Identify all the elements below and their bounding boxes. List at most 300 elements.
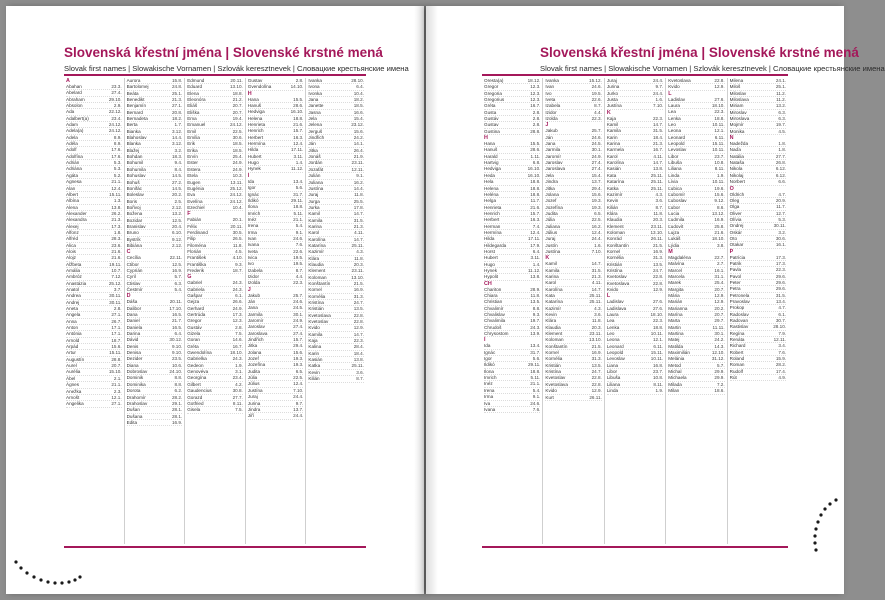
first-name: Justína: [606, 103, 622, 109]
first-name: Hela: [484, 179, 494, 185]
name-day-date: 13.4.: [293, 178, 304, 184]
name-day-date: 21.6.: [714, 229, 725, 235]
section-letter: K: [545, 255, 550, 262]
first-name: Daniel: [126, 318, 140, 324]
first-name: Gisela: [187, 407, 201, 413]
first-name: Koloman: [606, 229, 625, 235]
name-day-date: 1.4.: [295, 160, 304, 166]
name-day-date: 5.2.: [113, 172, 122, 178]
name-day-date: 20.7.: [232, 103, 243, 109]
first-name: Gregorius: [484, 97, 505, 103]
first-name: Hedviga: [247, 109, 265, 115]
name-day-date: 4.7.: [778, 305, 787, 311]
name-day-date: 3.6.: [655, 198, 664, 204]
first-name: Dáša: [126, 299, 138, 305]
first-name: Hubert: [247, 153, 262, 159]
first-name: Klaudia: [606, 217, 623, 223]
first-name: Gerhard: [187, 305, 205, 311]
name-day-date: 4.4.: [594, 109, 602, 115]
name-day-date: 19.5.: [293, 254, 304, 260]
first-name: Izolda: [247, 280, 261, 286]
first-name: Georgína: [187, 375, 207, 381]
first-name: Oleg: [729, 197, 740, 203]
name-day-date: 2.8.: [295, 78, 304, 83]
book-spine: [414, 6, 438, 594]
name-day-date: 5.7.: [174, 274, 183, 280]
name-day-date: 15.11.: [109, 350, 122, 356]
first-name: Anastázia: [66, 280, 87, 286]
name-day-date: 12.1.: [111, 394, 122, 400]
first-name: Judita: [247, 368, 261, 374]
name-day-date: 20.7.: [714, 312, 725, 318]
name-day-date: 16.8.: [653, 362, 664, 368]
name-day-date: 13.5.: [653, 261, 664, 267]
name-day-date: 13.8.: [353, 357, 364, 363]
first-name: Konštantín: [545, 343, 568, 349]
name-day-date: 24.12.: [230, 122, 243, 128]
name-day-date: 28.3.: [111, 236, 122, 242]
name-day-date: 22.8.: [591, 381, 602, 387]
name-day-date: 21.3.: [591, 273, 602, 279]
first-name: Bořivoj: [126, 204, 141, 210]
name-day-date: 16.9.: [653, 248, 664, 254]
name-day-date: 17.1.: [111, 331, 122, 337]
first-name: Chvalislav: [484, 312, 505, 318]
first-name: Kamil: [545, 261, 557, 267]
first-name: Herman: [484, 223, 501, 229]
first-name: Bohumila: [126, 166, 146, 172]
name-day-date: 1.6.: [655, 97, 664, 103]
name-day-date: 13.4.: [530, 343, 541, 349]
first-name: Benedikt: [126, 97, 145, 103]
name-day-date: 14.5.: [171, 185, 183, 191]
name-day-date: 27.4.: [293, 324, 304, 330]
name-day-date: 18.2.: [171, 116, 183, 122]
name-day-date: 3.6.: [594, 312, 602, 318]
name-day-date: 3.6.: [356, 369, 364, 375]
name-day-date: 15.11.: [712, 141, 725, 147]
name-day-date: 23.11.: [589, 331, 602, 337]
name-day-date: 3.4.: [778, 343, 787, 349]
first-name: Kornélia: [545, 356, 563, 362]
name-day-date: 13.5.: [591, 362, 602, 368]
name-day-date: 3.11.: [530, 255, 541, 261]
first-name: Gertrúda: [187, 312, 206, 318]
first-name: Norbert: [729, 179, 745, 185]
name-day-date: 17.3.: [232, 312, 243, 318]
name-day-date: 16.5.: [171, 312, 183, 318]
first-name: Koloman: [545, 337, 564, 343]
first-name: Miloslav: [729, 90, 747, 96]
name-day-date: 13.5.: [353, 306, 364, 312]
name-day-date: 13.4.: [775, 299, 787, 304]
name-day-date: 10.7.: [111, 267, 122, 273]
first-name: Henrieta: [484, 204, 502, 210]
name-day-date: 3.11.: [293, 153, 304, 159]
first-name: Adolfína: [66, 153, 83, 159]
first-name: Bernard: [126, 109, 143, 115]
first-name: Koloman: [308, 274, 327, 280]
name-entry: [668, 388, 724, 394]
name-day-date: 26.11.: [589, 394, 602, 400]
name-day-date: 8.4.: [174, 166, 183, 172]
first-name: Roland: [729, 356, 745, 362]
first-name: Jozefína: [247, 362, 266, 368]
name-day-date: 2.7.: [716, 261, 725, 267]
name-day-date: 23.11.: [650, 223, 664, 229]
name-day-date: 24.9.: [232, 160, 243, 166]
first-name: Hilda: [247, 147, 259, 153]
first-name: Kornélia: [606, 255, 624, 261]
name-day-date: 4.9.: [778, 375, 787, 381]
name-day-date: 27.4.: [591, 160, 602, 166]
name-day-date: 28.4.: [353, 344, 364, 350]
name-day-date: 21.2.: [232, 97, 243, 103]
name-day-date: 5.4.: [174, 287, 183, 292]
name-day-date: 16.9.: [171, 267, 183, 273]
name-day-date: 10.8.: [653, 375, 664, 381]
first-name: Kata: [606, 172, 617, 178]
first-name: Angelika: [66, 401, 84, 407]
name-day-date: 5.3.: [113, 160, 122, 166]
first-name: Justín: [545, 242, 558, 248]
name-day-date: 24.3.: [232, 356, 243, 362]
name-day-date: 23.6.: [111, 242, 122, 248]
decorative-dots: [760, 494, 840, 554]
name-day-date: 13.10.: [589, 337, 602, 343]
name-day-date: 9.4.: [174, 160, 183, 166]
name-day-date: 30.1.: [293, 311, 304, 317]
first-name: Herbert: [247, 134, 264, 140]
name-day-date: 24.10.: [169, 369, 183, 375]
first-name: Miroslav: [729, 109, 747, 115]
name-day-date: 22.3.: [653, 318, 664, 324]
first-name: Ján: [308, 141, 316, 147]
first-name: Klement: [606, 223, 624, 229]
name-day-date: 16.5.: [171, 324, 183, 330]
name-day-date: 15.7.: [530, 210, 541, 216]
name-day-date: 8.7.: [655, 204, 664, 210]
section-letter: CH: [484, 280, 492, 287]
first-name: Leo: [668, 122, 676, 128]
name-column: [125, 78, 186, 544]
first-name: Jerguš: [308, 128, 323, 134]
name-day-date: 18.6.: [714, 388, 725, 394]
first-name: Hypolit: [484, 274, 499, 280]
name-day-date: 17.11.: [290, 147, 304, 153]
name-day-date: 24.6.: [591, 84, 602, 90]
first-name: Maximilián: [668, 350, 690, 356]
name-day-date: 4.3.: [655, 191, 664, 197]
first-name: Gustáv: [187, 324, 202, 330]
name-day-date: 6.3.: [778, 109, 787, 115]
first-name: Pavol: [729, 273, 742, 279]
first-name: Janette: [308, 103, 324, 109]
name-day-date: 19.3.: [293, 356, 304, 362]
name-day-date: 27.1.: [171, 103, 183, 109]
name-day-date: 8.8.: [174, 375, 183, 381]
name-day-date: 30.1.: [591, 147, 602, 153]
name-day-date: 22.8.: [353, 319, 364, 325]
first-name: Leo: [606, 331, 615, 337]
first-name: Naďa: [729, 147, 741, 153]
name-day-date: 20.2.: [171, 192, 183, 198]
first-name: Ján: [247, 299, 256, 304]
first-name: Gréta: [187, 343, 199, 349]
first-name: Martina: [668, 331, 684, 337]
first-name: Cyril: [126, 274, 136, 280]
name-day-date: 2.8.: [532, 122, 541, 128]
first-name: Gizela: [187, 331, 201, 337]
first-name: Alžbeta: [66, 261, 82, 267]
first-name: Karina: [606, 141, 621, 147]
first-name: Lýdia: [668, 242, 680, 248]
name-day-date: 30.6.: [232, 135, 243, 141]
name-day-date: 3.12.: [171, 141, 183, 147]
name-day-date: 27.7.: [232, 394, 243, 400]
name-day-date: 25.7.: [591, 128, 602, 134]
name-entry: [66, 401, 122, 407]
first-name: Kaja: [606, 115, 617, 121]
first-name: Kamil: [308, 211, 320, 217]
section-letter: L: [668, 90, 672, 97]
first-name: Izidor: [247, 273, 260, 279]
first-name: Florián: [187, 248, 202, 254]
first-name: Alena: [66, 204, 78, 210]
first-name: Gašpar: [187, 293, 203, 298]
name-day-date: 18.12.: [527, 78, 541, 83]
first-name: Katarína: [308, 242, 326, 248]
name-day-date: 13.5.: [530, 299, 541, 305]
first-name: Nadežda: [729, 141, 749, 147]
first-name: Jozef: [545, 198, 557, 204]
first-name: Gabriela: [187, 286, 205, 292]
name-day-date: 13.7.: [591, 179, 602, 185]
first-name: Estera: [187, 166, 201, 172]
first-name: Eduard: [187, 84, 203, 90]
name-day-date: 19.3.: [293, 362, 304, 368]
first-name: Prokop: [729, 305, 745, 311]
name-day-date: 11.12.: [290, 166, 304, 172]
name-day-date: 2.8.: [532, 116, 541, 122]
first-name: Igor: [247, 185, 256, 191]
first-name: Ivo: [247, 261, 254, 267]
name-column: [482, 78, 543, 544]
name-day-date: 12.4.: [591, 229, 602, 235]
first-name: Lenka: [668, 115, 681, 121]
first-name: Anatol: [66, 287, 80, 292]
name-day-date: 21.1.: [111, 179, 122, 185]
name-day-date: 31.3.: [353, 293, 364, 299]
name-day-date: 25.1.: [775, 84, 787, 90]
first-name: Gréta: [484, 103, 496, 109]
first-name: Michaela: [668, 375, 687, 381]
first-name: Mojmír: [729, 122, 744, 128]
name-day-date: 29.6.: [775, 273, 787, 279]
name-day-date: 16.2.: [591, 223, 602, 229]
first-name: Juliana: [308, 179, 323, 185]
name-day-date: 18.8.: [232, 90, 243, 96]
name-day-date: 13.2.: [171, 211, 183, 217]
page-title: Slovenská křestní jména | Slovenské krstné mená: [64, 45, 383, 60]
name-day-date: 31.5.: [353, 217, 364, 223]
first-name: Ľubica: [668, 185, 682, 191]
name-day-date: 28.2.: [775, 362, 787, 368]
first-name: Igor: [484, 356, 492, 362]
first-name: Leopold: [606, 350, 624, 356]
first-name: Jaromír: [247, 318, 264, 324]
first-name: Ladislav: [606, 299, 624, 305]
section-letter: H: [247, 90, 252, 97]
name-day-date: 10.4.: [232, 204, 243, 210]
name-day-date: 21.3.: [111, 217, 122, 223]
name-day-date: 31.7.: [293, 191, 304, 197]
first-name: Izabela: [545, 103, 561, 109]
name-day-date: 6.6.: [778, 179, 787, 185]
name-day-date: 28.8.: [530, 128, 541, 134]
first-name: Abelard: [66, 90, 82, 96]
first-name: Jindřich: [308, 135, 325, 141]
first-name: Kasián: [606, 166, 621, 172]
first-name: Rút: [729, 375, 737, 381]
name-day-date: 26.7.: [111, 318, 122, 324]
first-name: Juraj: [308, 192, 319, 198]
name-day-date: 30.5.: [232, 229, 243, 235]
name-day-date: 16.7.: [530, 103, 541, 109]
name-day-date: 14.6.: [232, 337, 243, 343]
name-day-date: 6.12.: [775, 172, 787, 178]
first-name: Gusta: [484, 109, 497, 115]
name-day-date: 1.7.: [174, 122, 183, 128]
name-day-date: 6.8.: [532, 160, 541, 166]
name-day-date: 3.8.: [716, 242, 725, 248]
first-name: Henrieta: [247, 122, 266, 128]
first-name: Dušana: [126, 413, 143, 419]
first-name: Alojz: [66, 255, 76, 261]
name-day-date: 12.3.: [530, 90, 541, 96]
name-day-date: 21.6.: [293, 122, 304, 128]
name-day-date: 25.5.: [353, 198, 364, 204]
name-day-date: 7.5.: [235, 331, 243, 337]
first-name: Imrich: [247, 210, 261, 216]
name-day-date: 14.7.: [591, 261, 602, 267]
name-day-date: 21.5.: [353, 281, 364, 286]
first-name: Emanuel: [187, 122, 206, 128]
first-name: Karolína: [545, 286, 563, 292]
first-name: Ambróz: [66, 274, 82, 280]
first-name: Marián: [668, 299, 683, 305]
name-day-date: 30.12.: [169, 337, 183, 343]
name-day-date: 1.9.: [716, 172, 725, 178]
first-name: Kazimír: [308, 249, 324, 255]
first-name: Judita: [545, 210, 558, 216]
name-day-date: 7.6.: [778, 349, 787, 355]
first-name: Heda: [484, 172, 495, 178]
first-name: Hynek: [247, 166, 261, 172]
first-name: Jaroslava: [247, 330, 268, 336]
name-day-date: 26.8.: [775, 160, 787, 166]
name-day-date: 23.4.: [111, 115, 122, 121]
name-day-date: 18.8.: [530, 185, 541, 191]
first-name: Júlia: [247, 375, 258, 381]
name-day-date: 30.7.: [775, 318, 787, 324]
name-day-date: 14.7.: [653, 122, 664, 128]
first-name: Klaudia: [308, 261, 324, 267]
name-day-date: 16.3.: [293, 134, 304, 140]
first-name: Roman: [729, 362, 745, 368]
name-day-date: 21.6.: [111, 255, 122, 261]
name-day-date: 20.7.: [714, 286, 725, 292]
first-name: Karina: [545, 273, 559, 279]
first-name: Klára: [308, 255, 320, 261]
first-name: Elena: [187, 90, 199, 96]
first-name: Ignác: [247, 191, 260, 197]
first-name: Gustáv: [484, 116, 499, 122]
section-letter: D: [126, 293, 131, 300]
name-day-date: 28.2.: [171, 394, 183, 400]
first-name: Antónia: [66, 331, 82, 337]
first-name: Dominik: [126, 375, 144, 381]
first-name: Karol: [545, 280, 557, 286]
name-day-date: 14.7.: [353, 211, 364, 217]
first-name: Kasián: [308, 357, 323, 363]
first-name: Marína: [668, 312, 683, 318]
name-day-date: 17.4.: [775, 368, 787, 374]
name-day-date: 4.2.: [235, 381, 243, 387]
name-day-date: 10.4.: [353, 90, 364, 96]
first-name: Cecília: [126, 255, 141, 261]
name-day-date: 15.6.: [111, 344, 122, 350]
name-day-date: 12.9.: [591, 388, 602, 394]
name-day-date: 31.7.: [530, 349, 541, 355]
first-name: Ivica: [247, 254, 258, 260]
first-name: Dorota: [126, 388, 141, 394]
first-name: Milan: [668, 388, 680, 394]
name-day-date: 11.8.: [354, 255, 364, 261]
first-name: Natália: [729, 153, 744, 159]
first-name: Angela: [66, 312, 81, 318]
first-name: Katarína: [606, 179, 625, 185]
name-day-date: 8.11.: [232, 400, 243, 406]
name-day-date: 2.8.: [235, 324, 243, 330]
first-name: Laura: [668, 103, 680, 109]
name-day-date: 15.6.: [591, 191, 602, 197]
first-name: Klaudia: [545, 324, 561, 330]
first-name: Jozefína: [545, 204, 563, 210]
name-day-date: 29.4.: [591, 185, 602, 191]
first-name: Libuša: [606, 375, 621, 381]
first-name: Arnold: [66, 337, 80, 343]
name-day-date: 18.3.: [171, 154, 183, 160]
name-day-date: 31.12.: [711, 356, 725, 362]
name-day-date: 19.5.: [591, 90, 602, 96]
name-day-date: 24.7.: [653, 267, 664, 273]
name-day-date: 5.3.: [113, 166, 122, 172]
name-day-date: 15.4.: [353, 116, 364, 122]
name-day-date: 29.9.: [714, 369, 725, 375]
first-name: Kevin: [308, 369, 320, 375]
name-day-date: 6.12.: [775, 166, 787, 172]
name-day-date: 13.9.: [530, 331, 541, 337]
name-day-date: 13.12.: [711, 210, 725, 216]
first-name: Ctislav: [126, 280, 141, 286]
first-name: Ferdinand: [187, 229, 208, 235]
section-letter: O: [729, 185, 734, 192]
first-name: Hana: [247, 96, 259, 102]
first-name: Levoslav: [606, 356, 625, 362]
first-name: Kvetoslav: [308, 319, 329, 325]
name-day-date: 17.6.: [111, 153, 122, 159]
